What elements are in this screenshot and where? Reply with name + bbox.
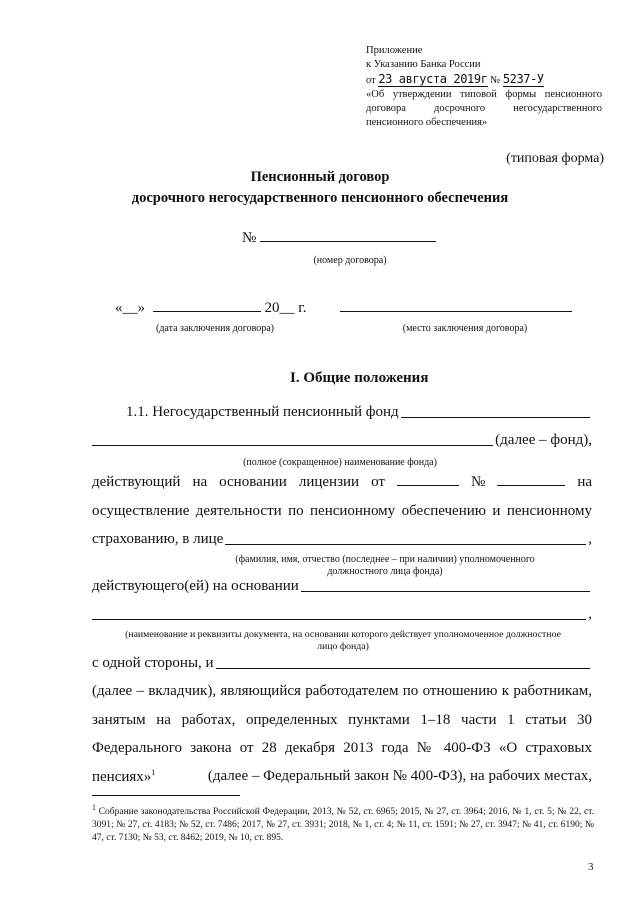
paragraph-text: (далее – вкладчик), являющийся работодателем по отношению к работникам, xyxy=(92,683,592,699)
comma: , xyxy=(588,606,592,622)
text-line xyxy=(92,740,592,757)
paragraph-text: занятым на работах, определенных пунктами 1–18 части 1 статьи 30 xyxy=(92,712,592,728)
fund-lead: 1.1. Негосударственный пенсионный фонд xyxy=(126,404,399,420)
appendix-header xyxy=(366,44,602,130)
paragraph-text-with-footnote xyxy=(92,768,592,786)
person-caption-line: должностного лица фонда) xyxy=(327,566,443,577)
other-side-line xyxy=(92,655,592,672)
month-blank[interactable] xyxy=(153,310,261,312)
footnote-ref[interactable]: 1 xyxy=(151,768,156,777)
license-date-blank[interactable] xyxy=(397,484,459,486)
handwritten-number: 5237-У xyxy=(502,72,544,86)
appendix-about: договора досрочного негосударственного xyxy=(366,103,602,114)
appendix-line: Приложение xyxy=(366,45,423,56)
appendix-about: «Об утверждении типовой формы пенсионного xyxy=(366,89,602,100)
document-caption xyxy=(92,629,594,653)
license-na: на xyxy=(577,474,592,490)
handwritten-date: 23 августа 2019г xyxy=(378,72,488,86)
contributor-blank[interactable] xyxy=(216,667,590,669)
document-caption-line: (наименование и реквизиты документа, на основании которого действует уполномоченное должностное xyxy=(125,629,561,640)
number-sign: № xyxy=(242,230,257,246)
person-caption-line: (фамилия, имя, отчество (последнее – при наличии) уполномоченного xyxy=(235,554,535,565)
license-number-blank[interactable] xyxy=(497,484,565,486)
license-word: действующий xyxy=(92,474,181,490)
represented-by: страхованию, в лице xyxy=(92,531,224,547)
fund-line xyxy=(126,404,592,421)
fund-continuation-line xyxy=(92,432,592,449)
license-number-sign: № xyxy=(470,474,486,490)
date-caption: (дата заключения договора) xyxy=(156,323,274,334)
typical-form-label: (типовая форма) xyxy=(506,151,604,166)
ot-label: от xyxy=(366,75,376,86)
place-blank[interactable] xyxy=(340,310,572,312)
license-word: на xyxy=(192,474,208,490)
represented-by-line xyxy=(92,531,592,548)
document-title: Пенсионный договор xyxy=(250,169,390,185)
person-blank[interactable] xyxy=(225,543,586,545)
basis-blank[interactable] xyxy=(301,590,590,592)
pensions-word: пенсиях» xyxy=(92,769,152,785)
one-side-text: с одной стороны, и xyxy=(92,655,214,671)
appendix-about: пенсионного обеспечения» xyxy=(366,117,488,128)
comma: , xyxy=(588,531,592,547)
text-line xyxy=(92,712,592,729)
contract-number-line xyxy=(242,230,436,247)
contract-number-blank[interactable] xyxy=(260,240,436,242)
license-word: основании xyxy=(219,474,287,490)
license-line xyxy=(92,474,592,491)
activity-line xyxy=(92,503,592,520)
day-placeholder: «__» xyxy=(115,300,145,316)
fund-caption: (полное (сокращенное) наименование фонда) xyxy=(243,457,437,468)
place-caption: (место заключения договора) xyxy=(402,323,528,334)
page-number: 3 xyxy=(588,861,594,873)
paragraph-text: Федерального закона от 28 декабря 2013 года № 400-ФЗ «О страховых xyxy=(92,740,592,756)
document-caption-line: лицо фонда) xyxy=(317,641,369,652)
document-subtitle: досрочного негосударственного пенсионного обеспечения xyxy=(131,190,509,206)
activity-text: осуществление деятельности по пенсионному обеспечению и пенсионному xyxy=(92,503,592,519)
pensions-text xyxy=(92,768,155,786)
license-word: лицензии xyxy=(298,474,360,490)
license-word: от xyxy=(371,474,385,490)
basis-continuation-line xyxy=(92,606,592,623)
footnote-text: Собрание законодательства Российской Федерации, 2013, № 52, ст. 6965; 2015, № 27, ст. 3964; 2016, № 1, ст. 5; № 22, ст. 3091; № 27, ст. 4183; № 52, ст. 7486; 2017, № 27, ст. 3931; 2018, № 1, ст. 4; № 11, ст. 1591; № 27, ст. 3947; № 41, ст. 6190; № 47, ст. 7130; № 53, ст. 8462; 2019, № 10, ст. 895. xyxy=(92,807,594,844)
section-title: I. Общие положения xyxy=(290,370,429,386)
paragraph-tail: (далее – Федеральный закон № 400-ФЗ), на рабочих местах, xyxy=(207,768,592,784)
fund-tail: (далее – фонд), xyxy=(495,432,592,448)
appendix-date-line xyxy=(366,72,602,88)
person-caption xyxy=(220,554,550,578)
text-line xyxy=(92,683,592,700)
acting-line xyxy=(92,578,592,595)
footnote-divider xyxy=(92,795,240,796)
text-line xyxy=(92,768,592,786)
footnote xyxy=(92,801,594,845)
contract-number-caption: (номер договора) xyxy=(313,255,387,266)
year-placeholder: 20__ г. xyxy=(264,300,307,316)
number-label: № xyxy=(490,75,501,86)
contract-place-line xyxy=(340,300,572,317)
acting-basis: действующего(ей) на основании xyxy=(92,578,299,594)
contract-date-line xyxy=(115,300,306,317)
fund-name-blank[interactable] xyxy=(401,416,590,418)
fund-name-blank-2[interactable] xyxy=(92,444,493,446)
footnote-mark: 1 xyxy=(92,803,96,812)
basis-blank-2[interactable] xyxy=(92,618,586,620)
appendix-line: к Указанию Банка России xyxy=(366,59,481,70)
